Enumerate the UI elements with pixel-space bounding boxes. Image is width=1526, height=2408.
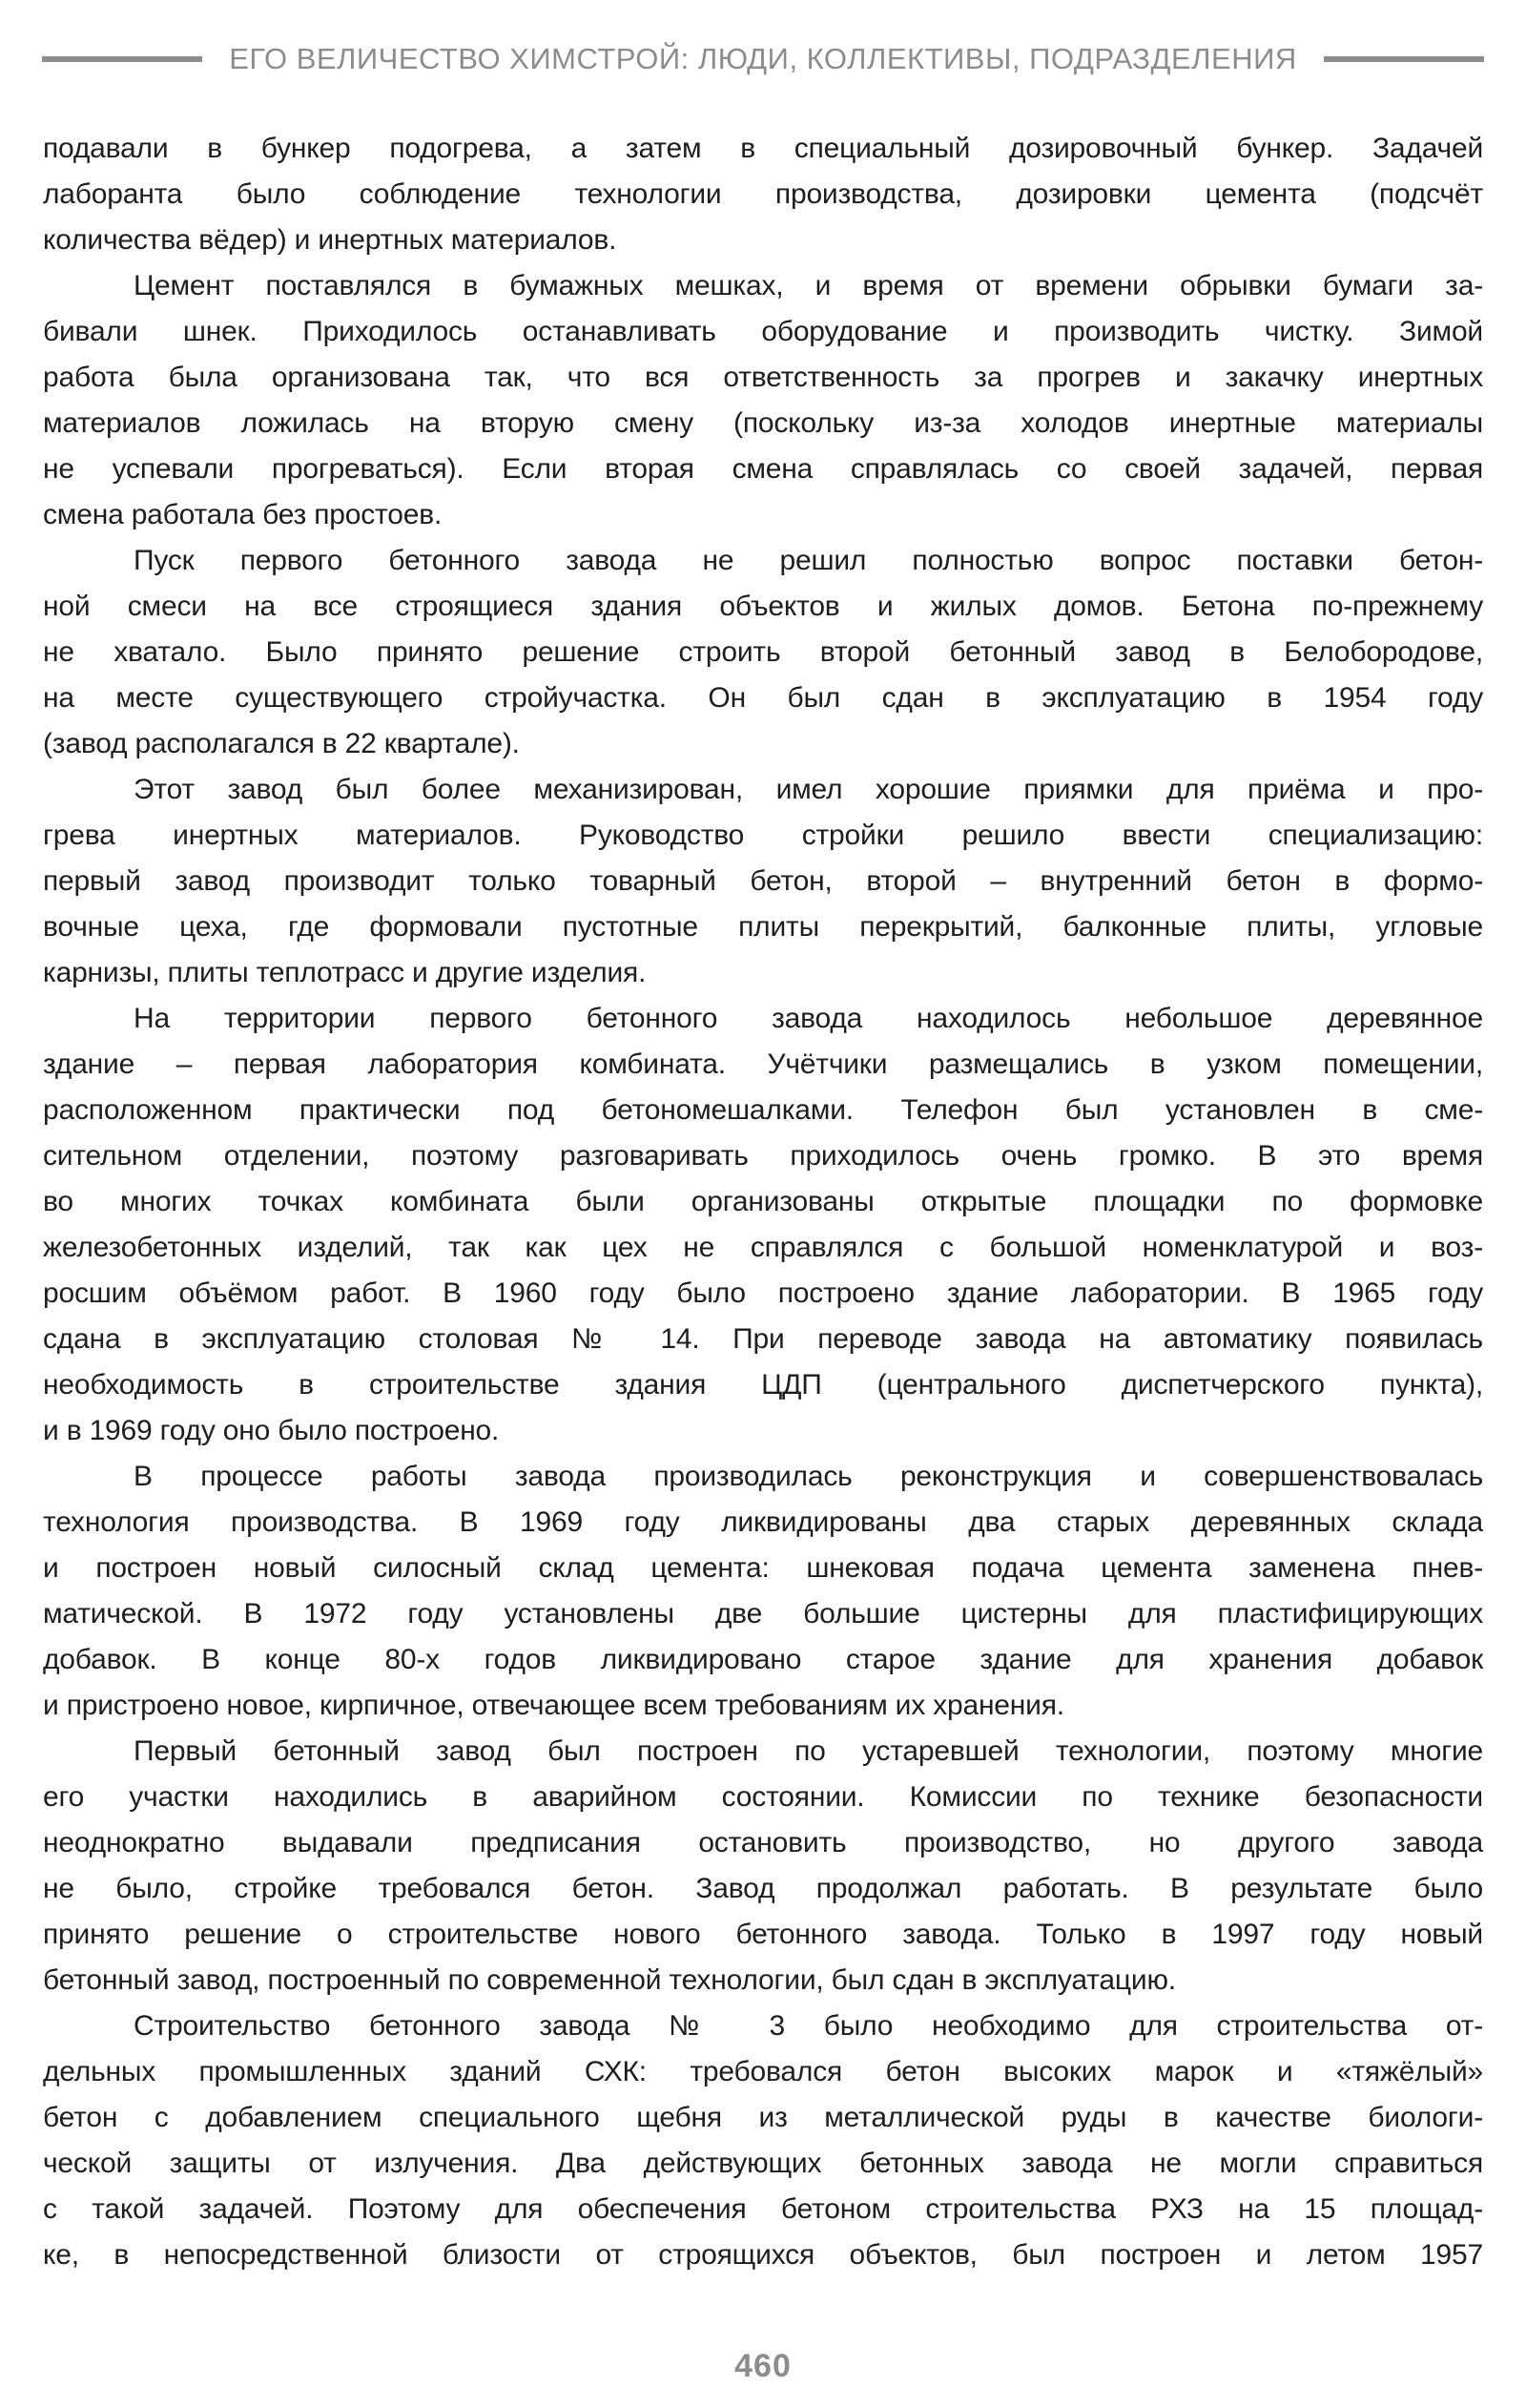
text-line: количества вёдер) и инертных материалов. bbox=[43, 224, 617, 256]
page-header bbox=[43, 42, 1483, 76]
text-line: Этот завод был более механизирован, имел хорошие приямки для приёма и про- bbox=[134, 774, 1483, 805]
paragraph bbox=[43, 1729, 1483, 2003]
header-rule-right bbox=[1324, 56, 1484, 62]
text-line: материалов ложилась на вторую смену (поскольку из-за холодов инертные материалы bbox=[43, 407, 1483, 439]
text-line: во многих точках комбината были организованы открытые площадки по формовке bbox=[43, 1186, 1483, 1217]
text-line: На территории первого бетонного завода находилось небольшое деревянное bbox=[134, 1003, 1483, 1034]
text-line: с такой задачей. Поэтому для обеспечения бетоном строительства РХЗ на 15 площад- bbox=[43, 2193, 1483, 2225]
body-text bbox=[43, 126, 1483, 2278]
page-number: 460 bbox=[734, 2348, 792, 2384]
page-header-title: ЕГО ВЕЛИЧЕСТВО ХИМСТРОЙ: ЛЮДИ, КОЛЛЕКТИВЫ, ПОДРАЗДЕЛЕНИЯ bbox=[229, 42, 1297, 75]
text-line: подавали в бункер подогрева, а затем в специальный дозировочный бункер. Задачей bbox=[43, 133, 1483, 164]
text-line: смена работала без простоев. bbox=[43, 499, 443, 530]
text-line: принято решение о строительстве нового бетонного завода. Только в 1997 году новый bbox=[43, 1919, 1483, 1950]
text-line: Пуск первого бетонного завода не решил полностью вопрос поставки бетон- bbox=[134, 545, 1483, 576]
paragraph bbox=[43, 538, 1483, 767]
text-line: вочные цеха, где формовали пустотные плиты перекрытий, балконные плиты, угловые bbox=[43, 911, 1483, 943]
text-line: неоднократно выдавали предписания остановить производство, но другого завода bbox=[43, 1827, 1483, 1858]
text-line: ческой защиты от излучения. Два действующих бетонных завода не могли справиться bbox=[43, 2148, 1483, 2179]
text-line: расположенном практически под бетономешалками. Телефон был установлен в сме- bbox=[43, 1094, 1483, 1126]
text-line: сительном отделении, поэтому разговаривать приходилось очень громко. В это время bbox=[43, 1140, 1483, 1172]
paragraph bbox=[43, 2003, 1483, 2278]
text-line: росшим объёмом работ. В 1960 году было построено здание лаборатории. В 1965 году bbox=[43, 1277, 1483, 1309]
header-rule-left bbox=[42, 56, 202, 62]
page-footer bbox=[0, 2348, 1526, 2385]
text-line: лаборанта было соблюдение технологии производства, дозировки цемента (подсчёт bbox=[43, 178, 1483, 210]
text-line: здание – первая лаборатория комбината. Учётчики размещались в узком помещении, bbox=[43, 1048, 1483, 1080]
text-line: железобетонных изделий, так как цех не справлялся с большой номенклатурой и воз- bbox=[43, 1232, 1483, 1263]
paragraph bbox=[43, 1454, 1483, 1729]
paragraph bbox=[43, 767, 1483, 996]
text-line: на месте существующего стройучастка. Он был сдан в эксплуатацию в 1954 году bbox=[43, 682, 1483, 714]
text-line: его участки находились в аварийном состоянии. Комиссии по технике безопасности bbox=[43, 1781, 1483, 1813]
text-line: Строительство бетонного завода № 3 было необходимо для строительства от- bbox=[134, 2010, 1483, 2042]
text-line: ке, в непосредственной близости от строящихся объектов, был построен и летом 1957 bbox=[43, 2239, 1483, 2271]
text-line: матической. В 1972 году установлены две большие цистерны для пластифицирующих bbox=[43, 1598, 1483, 1630]
text-line: сдана в эксплуатацию столовая № 14. При переводе завода на автоматику появилась bbox=[43, 1323, 1483, 1355]
paragraph bbox=[43, 263, 1483, 538]
text-line: первый завод производит только товарный бетон, второй – внутренний бетон в формо- bbox=[43, 865, 1483, 897]
text-line: добавок. В конце 80-х годов ликвидировано старое здание для хранения добавок bbox=[43, 1644, 1483, 1675]
text-line: не хватало. Было принято решение строить второй бетонный завод в Белобородове, bbox=[43, 636, 1483, 668]
text-line: не было, стройке требовался бетон. Завод продолжал работать. В результате было bbox=[43, 1873, 1483, 1904]
text-line: технология производства. В 1969 году ликвидированы два старых деревянных склада bbox=[43, 1506, 1483, 1538]
text-line: и построен новый силосный склад цемента: шнековая подача цемента заменена пнев- bbox=[43, 1552, 1483, 1584]
text-line: Первый бетонный завод был построен по устаревшей технологии, поэтому многие bbox=[134, 1735, 1483, 1767]
text-line: работа была организована так, что вся ответственность за прогрев и закачку инертных bbox=[43, 362, 1483, 393]
text-line: необходимость в строительстве здания ЦДП (центрального диспетчерского пункта), bbox=[43, 1369, 1483, 1401]
text-line: не успевали прогреваться). Если вторая смена справлялась со своей задачей, первая bbox=[43, 453, 1483, 485]
text-line: бетон с добавлением специального щебня из металлической руды в качестве биологи- bbox=[43, 2102, 1483, 2133]
text-line: (завод располагался в 22 квартале). bbox=[43, 728, 520, 759]
paragraph bbox=[43, 126, 1483, 263]
text-line: бивали шнек. Приходилось останавливать оборудование и производить чистку. Зимой bbox=[43, 316, 1483, 347]
text-line: грева инертных материалов. Руководство стройки решило ввести специализацию: bbox=[43, 820, 1483, 851]
text-line: и пристроено новое, кирпичное, отвечающее всем требованиям их хранения. bbox=[43, 1690, 1064, 1721]
text-line: Цемент поставлялся в бумажных мешках, и время от времени обрывки бумаги за- bbox=[134, 270, 1483, 301]
text-line: В процессе работы завода производилась реконструкция и совершенствовалась bbox=[134, 1461, 1483, 1492]
text-line: ной смеси на все строящиеся здания объектов и жилых домов. Бетона по-прежнему bbox=[43, 591, 1483, 622]
paragraph bbox=[43, 996, 1483, 1454]
text-line: дельных промышленных зданий СХК: требовался бетон высоких марок и «тяжёлый» bbox=[43, 2056, 1483, 2087]
text-line: бетонный завод, построенный по современной технологии, был сдан в эксплуатацию. bbox=[43, 1964, 1176, 1996]
text-line: карнизы, плиты теплотрасс и другие изделия. bbox=[43, 957, 647, 988]
text-line: и в 1969 году оно было построено. bbox=[43, 1415, 500, 1446]
